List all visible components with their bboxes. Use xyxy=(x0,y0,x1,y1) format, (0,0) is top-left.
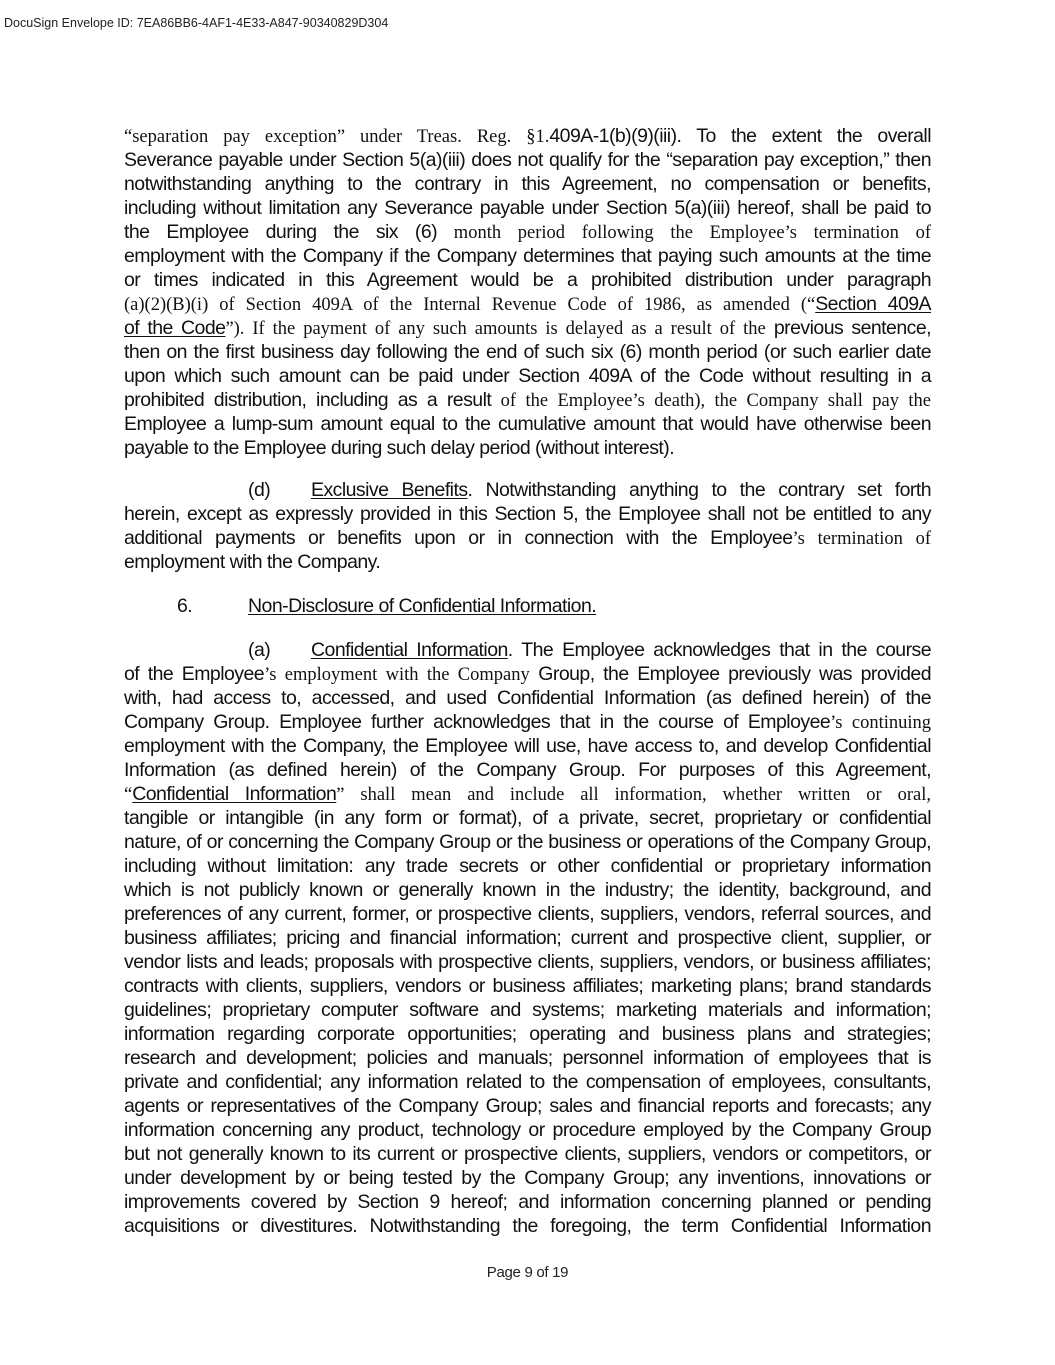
text-segment: Company Group. Employee further acknowledges that in the course of Employee xyxy=(124,711,831,733)
paragraph-heading: Exclusive Benefits xyxy=(311,479,468,501)
text-line xyxy=(311,638,931,662)
text-line: information regarding corporate opportunities; operating and business plans and strategies; xyxy=(124,1023,931,1045)
text-segment: previous sentence, xyxy=(765,317,931,339)
text-line: agents or representatives of the Company Group; sales and financial reports and forecasts; any xyxy=(124,1095,931,1117)
text-line xyxy=(124,526,931,550)
text-segment: ’s continuing xyxy=(830,713,931,733)
text-line: which is not publicly known or generally known in the industry; the identity, background, and xyxy=(124,879,931,901)
section-title: Non-Disclosure of Confidential Information. xyxy=(248,595,597,617)
text-segment: ’s termination of xyxy=(792,529,931,549)
text-line xyxy=(124,292,931,316)
text-line: with, had access to, accessed, and used Confidential Information (as defined herein) of the xyxy=(124,687,931,709)
text-line: payable to the Employee during such delay period (without interest). xyxy=(124,437,675,459)
text-line: under development by or being tested by the Company Group; any inventions, innovations or xyxy=(124,1167,931,1189)
text-line: then on the first business day following the end of such six (6) month period (or such earlier date xyxy=(124,341,931,363)
text-segment: ’s employment with the Company xyxy=(264,665,530,685)
paragraph-label: (a) xyxy=(248,639,271,661)
text-line: including without limitation any Severance payable under Section 5(a)(iii) hereof, shall be paid to xyxy=(124,197,931,219)
text-line: guidelines; proprietary computer software and systems; marketing materials and information; xyxy=(124,999,931,1021)
text-line: research and development; policies and manuals; personnel information of employees that is xyxy=(124,1047,931,1069)
text-segment: month period following the Employee’s termination of xyxy=(437,223,932,243)
text-segment: . The Employee acknowledges that in the course xyxy=(507,639,932,661)
text-line xyxy=(311,478,931,502)
text-segment: prohibited distribution, including as a result xyxy=(124,389,492,411)
text-line: vendor lists and leads; proposals with prospective clients, suppliers, vendors, or business affiliates; xyxy=(124,951,931,973)
text-segment: of the Employee’s death), the Company shall pay the xyxy=(491,391,932,411)
text-segment: (a)(2)(B)(i) of Section 409A of the Internal Revenue Code of 1986, as amended (“ xyxy=(124,295,816,315)
text-line: including without limitation: any trade secrets or other confidential or proprietary information xyxy=(124,855,931,877)
page-number: Page 9 of 19 xyxy=(486,1264,569,1281)
text-line: business affiliates; pricing and financial information; current and prospective client, supplier, or xyxy=(124,927,931,949)
text-line xyxy=(124,662,931,686)
paragraph-heading: Confidential Information xyxy=(311,639,508,661)
section-number: 6. xyxy=(177,595,193,617)
text-line: private and confidential; any information related to the compensation of employees, consultants, xyxy=(124,1071,931,1093)
text-segment: of the Employee xyxy=(124,663,265,685)
text-line xyxy=(124,220,931,244)
text-line: improvements covered by Section 9 hereof; and information concerning planned or pending xyxy=(124,1191,931,1213)
text-segment: additional payments or benefits upon or in connection with the Employee xyxy=(124,527,793,549)
text-line xyxy=(124,710,931,734)
text-line: Employee a lump-sum amount equal to the cumulative amount that would have otherwise been xyxy=(124,413,931,435)
text-line: herein, except as expressly provided in this Section 5, the Employee shall not be entitled to any xyxy=(124,503,931,525)
text-line: Severance payable under Section 5(a)(iii) does not qualify for the “separation pay exception,” then xyxy=(124,149,931,171)
text-line xyxy=(124,388,931,412)
text-line: information concerning any product, technology or procedure employed by the Company Group xyxy=(124,1119,931,1141)
text-line xyxy=(124,316,931,340)
text-line: preferences of any current, former, or prospective clients, suppliers, vendors, referral sources, and xyxy=(124,903,931,925)
defined-term-section-409a: Section 409A xyxy=(815,293,932,315)
text-line: upon which such amount can be paid under Section 409A of the Code without resulting in a xyxy=(124,365,931,387)
text-line: tangible or intangible (in any form or format), of a private, secret, proprietary or confidential xyxy=(124,807,931,829)
text-segment: . Notwithstanding anything to the contrary set forth xyxy=(467,479,931,501)
defined-term-of-the-code: of the Code xyxy=(124,317,226,339)
text-segment: “ xyxy=(124,785,133,805)
text-line: Information (as defined herein) of the Company Group. For purposes of this Agreement, xyxy=(124,759,931,781)
paragraph-label: (d) xyxy=(248,479,271,501)
text-line: employment with the Company if the Company determines that paying such amounts at the time xyxy=(124,245,931,267)
text-line: employment with the Company. xyxy=(124,551,381,573)
text-line: but not generally known to its current or prospective clients, suppliers, vendors or competitors, or xyxy=(124,1143,931,1165)
text-line: contracts with clients, suppliers, vendors or business affiliates; marketing plans; brand standards xyxy=(124,975,931,997)
text-line: employment with the Company, the Employee will use, have access to, and develop Confidential xyxy=(124,735,931,757)
text-segment: Group, the Employee previously was provided xyxy=(529,663,931,685)
defined-term-confidential-information: Confidential Information xyxy=(132,783,337,805)
text-segment: ” shall mean and include all information, whether written or oral, xyxy=(336,785,932,805)
text-segment: ”). If the payment of any such amounts is delayed as a result of the xyxy=(225,319,766,339)
text-segment: 409A-1(b)(9)(iii). To the extent the overall xyxy=(549,125,931,147)
text-line: acquisitions or divestitures. Notwithstanding the foregoing, the term Confidential Information xyxy=(124,1215,931,1237)
text-line: or times indicated in this Agreement would be a prohibited distribution under paragraph xyxy=(124,269,931,291)
text-line xyxy=(124,782,931,806)
text-segment: “separation pay exception” under Treas. Reg. §1. xyxy=(124,127,550,147)
text-segment: the Employee during the six (6) xyxy=(124,221,438,243)
text-line: nature, of or concerning the Company Group or the business or operations of the Company Group, xyxy=(124,831,931,853)
docusign-envelope-id: DocuSign Envelope ID: 7EA86BB6-4AF1-4E33-A847-90340829D304 xyxy=(4,16,389,30)
text-line: notwithstanding anything to the contrary in this Agreement, no compensation or benefits, xyxy=(124,173,931,195)
text-line xyxy=(124,124,931,148)
